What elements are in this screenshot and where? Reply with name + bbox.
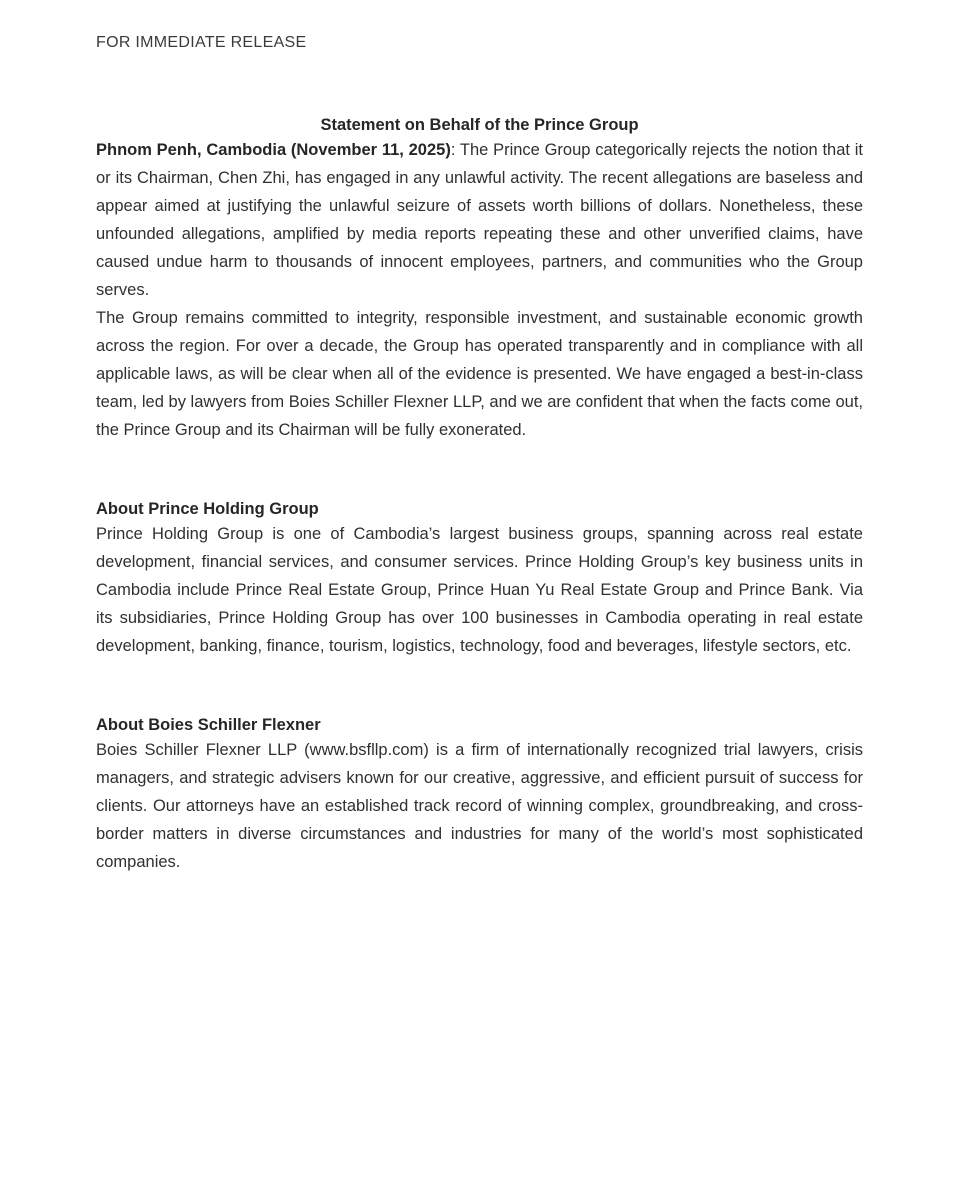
section-heading-prince-holding-group: About Prince Holding Group <box>96 500 319 518</box>
bsf-body-after-url: ) is a firm of internationally recognized trial lawyers, crisis managers, and strategic advisers known for our creative, aggressive, and efficient pursuit of success for clients. Our attorneys have an established track record of winning complex, groundbreaking, and cross-border matters in diverse circumstances and industries for many of the world’s most sophisticated companies. <box>96 741 863 871</box>
commitment-paragraph: The Group remains committed to integrity, responsible investment, and sustainable economic growth across the region. For over a decade, the Group has operated transparently and in compliance with all applicable laws, as will be clear when all of the evidence is presented. We have engaged a best-in-class team, led by lawyers from Boies Schiller Flexner LLP, and we are confident that when the facts come out, the Prince Group and its Chairman will be fully exonerated. <box>96 309 863 439</box>
bsf-body-before-url: Boies Schiller Flexner LLP ( <box>96 741 310 759</box>
document-title: Statement on Behalf of the Prince Group <box>320 116 639 134</box>
dateline-lead: Phnom Penh, Cambodia (November 11, 2025) <box>96 141 451 159</box>
section-heading-boies-schiller-flexner: About Boies Schiller Flexner <box>96 716 321 734</box>
section-body-boies-schiller-flexner <box>96 736 863 876</box>
dateline-paragraph <box>96 136 863 304</box>
bsfllp-url-text: www.bsfllp.com <box>309 741 424 759</box>
section-body-prince-holding-group: Prince Holding Group is one of Cambodia’s largest business groups, spanning across real estate development, financial services, and consumer services. Prince Holding Group’s key business units in Cambodia include Prince Real Estate Group, Prince Huan Yu Real Estate Group and Prince Bank. Via its subsidiaries, Prince Holding Group has over 100 businesses in Cambodia operating in real estate development, banking, finance, tourism, logistics, technology, food and beverages, lifestyle sectors, etc. <box>96 525 863 655</box>
dateline-body: : The Prince Group categorically rejects the notion that it or its Chairman, Chen Zhi, has engaged in any unlawful activity. The recent allegations are baseless and appear aimed at justifying the unlawful seizure of assets worth billions of dollars. Nonetheless, these unfounded allegations, amplified by media reports repeating these and other unverified claims, have caused undue harm to thousands of innocent employees, partners, and communities who the Group serves. <box>96 141 863 299</box>
release-line: FOR IMMEDIATE RELEASE <box>96 34 307 51</box>
